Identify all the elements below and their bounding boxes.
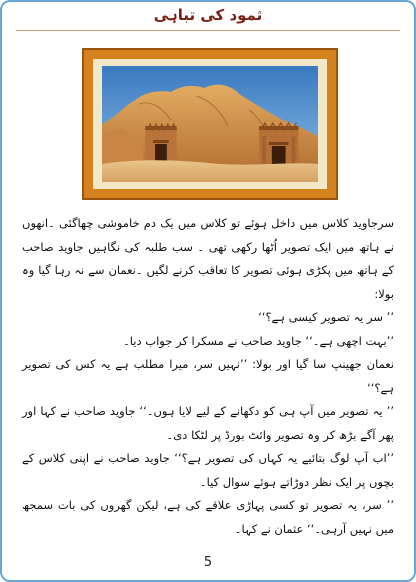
header-divider [16,30,400,31]
page-number: 5 [203,555,213,570]
picture-frame [82,48,338,200]
desert-tombs-photo [102,66,318,182]
page-header-title: ثمود کی تباہی [153,6,263,24]
paragraph-board: ’’ یہ تصویر میں آپ ہی کو دکھانے کے لیے لایا ہوں۔‘‘ جاوید صاحب نے کہا اور پھر آگے بڑھ کر وہ تصویر وائٹ بورڈ پر لٹکا دی۔ [22,404,394,442]
paragraph-intro: سرجاوید کلاس میں داخل ہوئے تو کلاس میں یک دم خاموشی چھاگئی ۔انھوں نے ہاتھ میں ایک تصویر اُٹھا رکھی تھی ۔ سب طلبہ کی نگاہیں جاوید صاحب کے ہاتھ میں پکڑی ہوئی تصویر کا تعاقب کرنے لگیں ۔نعمان سے نہ رہا گیا وہ بولا: [22,216,394,301]
paragraph-question: ’’ سر یہ تصویر کیسی ہے؟‘‘ [258,310,394,324]
paragraph-usman: ’’ سر، یہ تصویر تو کسی پہاڑی علاقے کی ہے، لیکن گھروں کی بات سمجھ میں نہیں آرہی۔‘‘ عثمان نے کہا۔ [22,498,394,536]
paragraph-reply: ’’بہت اچھی ہے۔‘‘ جاوید صاحب نے مسکرا کر جواب دیا۔ [123,333,394,348]
picture-mat [93,59,327,189]
story-text [22,212,394,541]
paragraph-ask: ’’اب آپ لوگ بتائیے یہ کہاں کی تصویر ہے؟‘‘ جاوید صاحب نے اپنی کلاس کے بچوں پر ایک نظر دوڑاتے ہوئے سوال کیا۔ [22,451,394,489]
paragraph-noman: نعمان جھینپ سا گیا اور بولا: ’’نہیں سر، میرا مطلب ہے یہ کس کی تصویر ہے؟‘‘ [22,357,394,395]
